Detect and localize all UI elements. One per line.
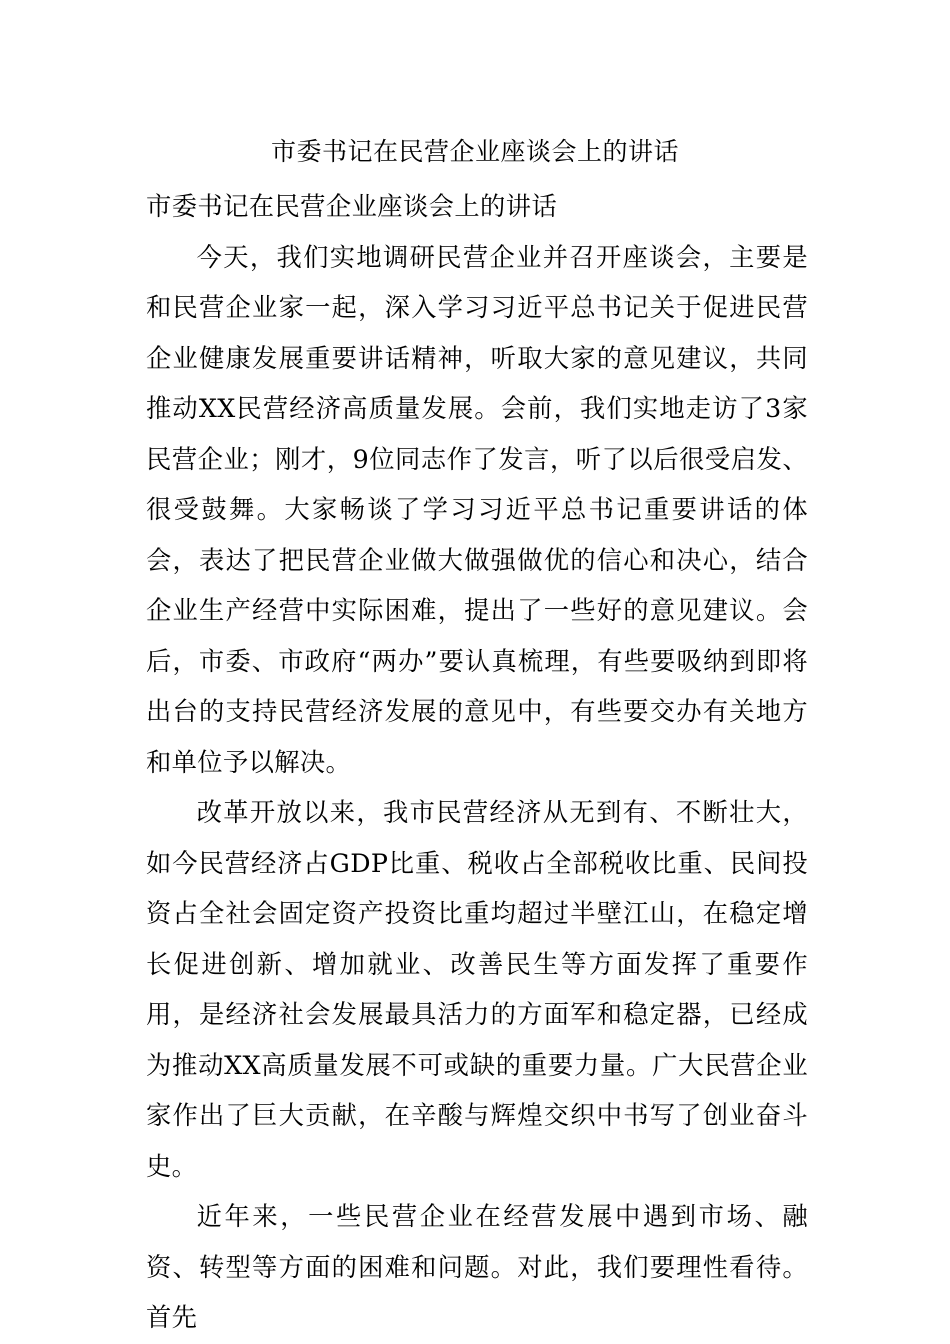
paragraph-3: 近年来，一些民营企业在经营发展中遇到市场、融资、转型等方面的困难和问题。对此，我们要理性看待。首先 <box>146 1202 808 1332</box>
document-title: 市委书记在民营企业座谈会上的讲话 <box>270 137 679 166</box>
document-body <box>146 182 808 1344</box>
paragraph-2: 改革开放以来，我市民营经济从无到有、不断壮大，如今民营经济占GDP比重、税收占全部税收比重、民间投资占全社会固定资产投资比重均超过半壁江山，在稳定增长促进创新、增加就业、改善民生等方面发挥了重要作用，是经济社会发展最具活力的方面军和稳定器，已经成为推动XX高质量发展不可或缺的重要力量。广大民营企业家作出了巨大贡献，在辛酸与辉煌交织中书写了创业奋斗史。 <box>146 798 808 1181</box>
paragraph-1: 今天，我们实地调研民营企业并召开座谈会，主要是和民营企业家一起，深入学习习近平总书记关于促进民营企业健康发展重要讲话精神，听取大家的意见建议，共同推动XX民营经济高质量发展。会前，我们实地走访了3家民营企业；刚才，9位同志作了发言，听了以后很受启发、很受鼓舞。大家畅谈了学习习近平总书记重要讲话的体会，表达了把民营企业做大做强做优的信心和决心，结合企业生产经营中实际困难，提出了一些好的意见建议。会后，市委、市政府“两办”要认真梳理，有些要吸纳到即将出台的支持民营经济发展的意见中，有些要交办有关地方和单位予以解决。 <box>146 242 808 777</box>
document-subtitle: 市委书记在民营企业座谈会上的讲话 <box>146 192 558 221</box>
